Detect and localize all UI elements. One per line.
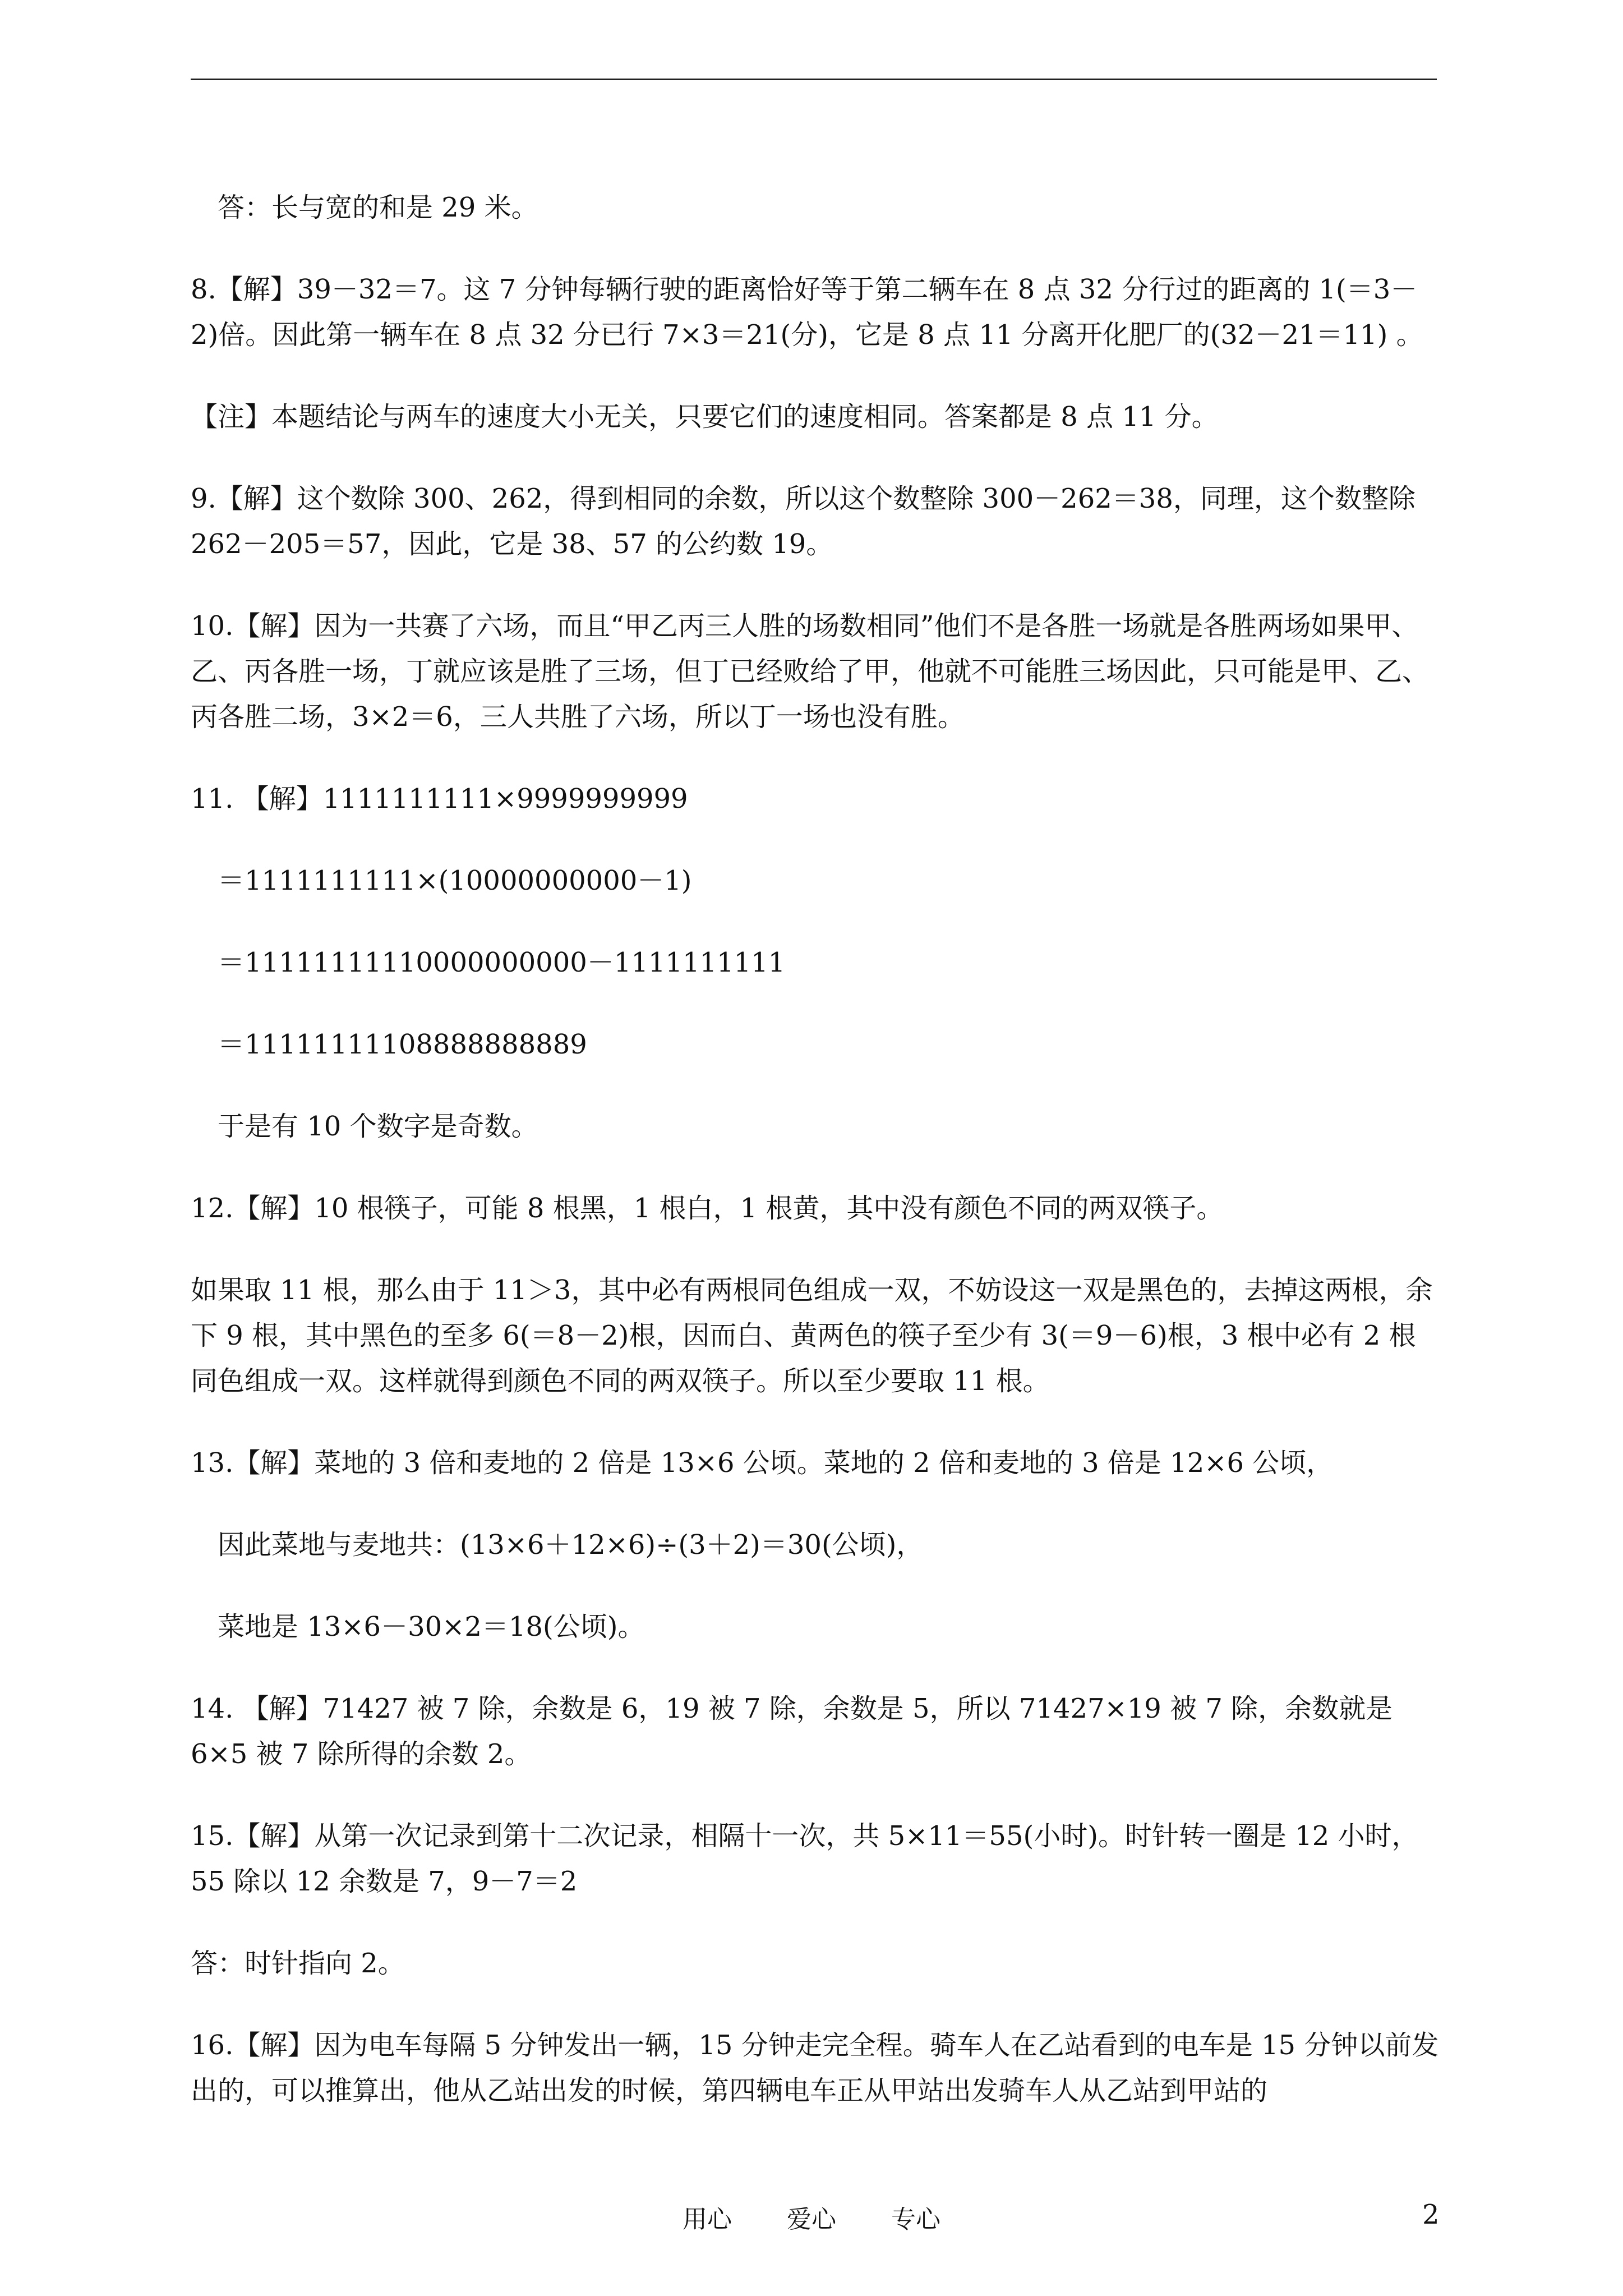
paragraph: ＝11111111110000000000－1111111111 [218,947,786,978]
paragraph: 【注】本题结论与两车的速度大小无关，只要它们的速度相同。答案都是 8 点 11 分。 [191,401,1219,432]
paragraph: 10.【解】因为一共赛了六场，而且“甲乙丙三人胜的场数相同”他们不是各胜一场就是各胜两场如果甲、乙、丙各胜一场，丁就应该是胜了三场，但丁已经败给了甲，他就不可能胜三场因此，只可能是甲、乙、丙各胜二场，3×2＝6，三人共胜了六场，所以丁一场也没有胜。 [191,610,1430,733]
paragraph: 因此菜地与麦地共：(13×6＋12×6)÷(3＋2)＝30(公顷)， [218,1529,924,1561]
footer-word: 专心 [891,2205,940,2234]
paragraph: 答：时针指向 2。 [191,1948,405,1979]
paragraph: 如果取 11 根，那么由于 11＞3，其中必有两根同色组成一双，不妨设这一双是黑色的，去掉这两根，余下 9 根，其中黑色的至多 6(＝8－2)根，因而白、黄两色的筷子至少有 3(＝9－6)根，3 根中必有 2 根同色组成一双。这样就得到颜色不同的两双筷子。所以至少要取 11 根。 [191,1274,1433,1397]
paragraph: 于是有 10 个数字是奇数。 [218,1111,538,1142]
document-body [191,185,1441,2150]
header-rule [191,79,1437,80]
page-number: 2 [1422,2199,1440,2230]
paragraph: 12.【解】10 根筷子，可能 8 根黑，1 根白，1 根黄，其中没有颜色不同的两双筷子。 [191,1193,1224,1224]
paragraph: 8.【解】39－32＝7。这 7 分钟每辆行驶的距离恰好等于第二辆车在 8 点 32 分行过的距离的 1(＝3－2)倍。因此第一辆车在 8 点 32 分已行 7×3＝21(分)，它是 8 点 11 分离开化肥厂的(32－21＝11) 。 [191,274,1423,351]
paragraph: 9.【解】这个数除 300、262，得到相同的余数，所以这个数整除 300－262＝38，同理，这个数整除 262－205＝57，因此，它是 38、57 的公约数 19。 [191,483,1415,560]
paragraph: 13.【解】菜地的 3 倍和麦地的 2 倍是 13×6 公顷。菜地的 2 倍和麦地的 3 倍是 12×6 公顷， [191,1447,1334,1479]
footer-motto [0,2199,1623,2235]
paragraph: 15.【解】从第一次记录到第十二次记录，相隔十一次，共 5×11＝55(小时)。时针转一圈是 12 小时，55 除以 12 余数是 7，9－7＝2 [191,1820,1419,1897]
paragraph: ＝1111111111×(10000000000－1) [218,865,692,896]
paragraph: 14. 【解】71427 被 7 除，余数是 6，19 被 7 除，余数是 5，所以 71427×19 被 7 除，余数就是 6×5 被 7 除所得的余数 2。 [191,1693,1393,1770]
footer-word: 用心 [683,2205,732,2234]
paragraph: 11. 【解】1111111111×9999999999 [191,783,688,815]
paragraph: 16.【解】因为电车每隔 5 分钟发出一辆，15 分钟走完全程。骑车人在乙站看到的电车是 15 分钟以前发出的，可以推算出，他从乙站出发的时候，第四辆电车正从甲站出发骑车人从乙站到甲站的 [191,2030,1439,2106]
paragraph: 菜地是 13×6－30×2＝18(公顷)。 [218,1611,645,1642]
paragraph: ＝11111111108888888889 [218,1029,587,1060]
footer-word: 爱心 [787,2205,836,2234]
paragraph: 答：长与宽的和是 29 米。 [218,192,538,223]
